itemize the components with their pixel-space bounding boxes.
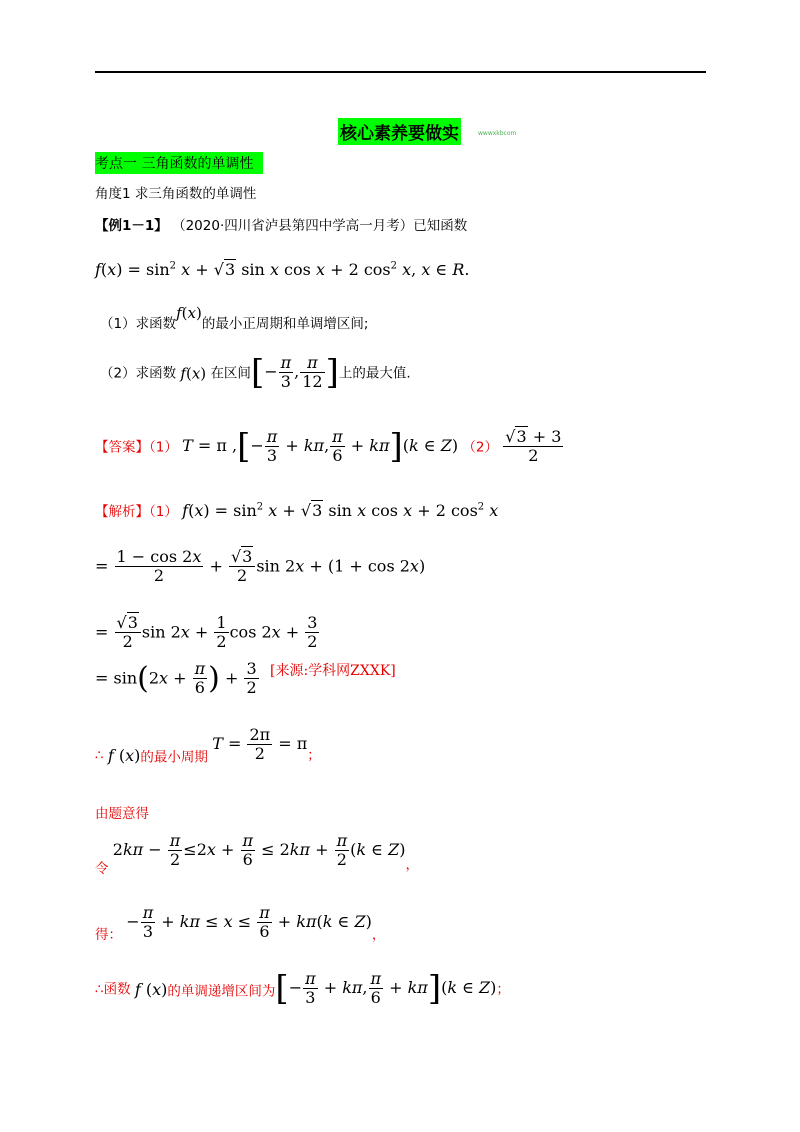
question-1: （1）求函数f(x)的最小正周期和单调增区间;: [100, 304, 369, 332]
header-rule: [95, 71, 706, 73]
watermark-mark: wwwxkbcom: [478, 130, 517, 137]
step-2: = $\frac{√3}{2}$ sin 2x + $\frac{1}{2}$ cos 2x + $\frac{3}{2}$: [95, 613, 318, 652]
angle-heading: 角度1 求三角函数的单调性: [95, 186, 257, 202]
let-line: 令 2kπ − $\frac{\pi}{2}$ ≤2x + $\frac{\pi}{6}$ ≤ 2kπ + $\frac{\pi}{2}$ (k ∈ Z)，: [95, 831, 419, 878]
example-label: 【例1－1】: [95, 218, 168, 234]
period-line: ∴ f (x)的最小周期 T = $\frac{2\pi}{2}$ = π；: [95, 725, 321, 766]
topic-heading: 考点一 三角函数的单调性: [95, 152, 263, 174]
answer-line: 【答案】（1） T = π ,[− $\frac{\pi}{3}$ + kπ, $\frac{\pi}{6}$ + kπ](k ∈ Z) （2） $\frac{√3 + 3}{2}$: [95, 426, 562, 467]
by-problem-text: 由题意得: [95, 806, 149, 822]
get-line: 得： − $\frac{\pi}{3}$ + kπ ≤ x ≤ $\frac{\pi}{6}$ + kπ(k ∈ Z)，: [95, 903, 386, 944]
source-tag: [来源:学科网ZXXK]: [270, 663, 396, 679]
step-3: = sin(2x + $\frac{\pi}{6}$ ) + $\frac{3}{2}$: [95, 659, 257, 698]
step-1: = $\frac{1 - \cos 2x}{2}$ + $\frac{√3}{2}$ sin 2x + (1 + cos 2x): [95, 547, 426, 586]
analysis-line: 【解析】（1） $f(x) = \sin^2 x + √3$ sin x cos x + 2 $\cos^2 x$: [95, 501, 499, 520]
page-title: 核心素养要做实: [338, 118, 461, 145]
question-2: （2）求函数 f(x) 在区间[− $\frac{\pi}{3}$ , $\frac{\pi}{12}$ ]上的最大值.: [100, 352, 411, 393]
analysis-label: 【解析】: [95, 504, 149, 520]
answer-label: 【答案】: [95, 439, 149, 456]
increase-line: ∴函数 f (x)的单调递增区间为[− $\frac{\pi}{3}$ + kπ, $\frac{\pi}{6}$ + kπ](k ∈ Z)；: [95, 968, 510, 1009]
example-source: （2020·四川省泸县第四中学高一月考）已知函数: [172, 218, 468, 234]
function-definition: $f(x) = \sin^2 x + √3$ sin x cos x + 2 $\cos^2 x$, x ∈ R.: [95, 260, 470, 279]
example-line: [95, 214, 467, 234]
